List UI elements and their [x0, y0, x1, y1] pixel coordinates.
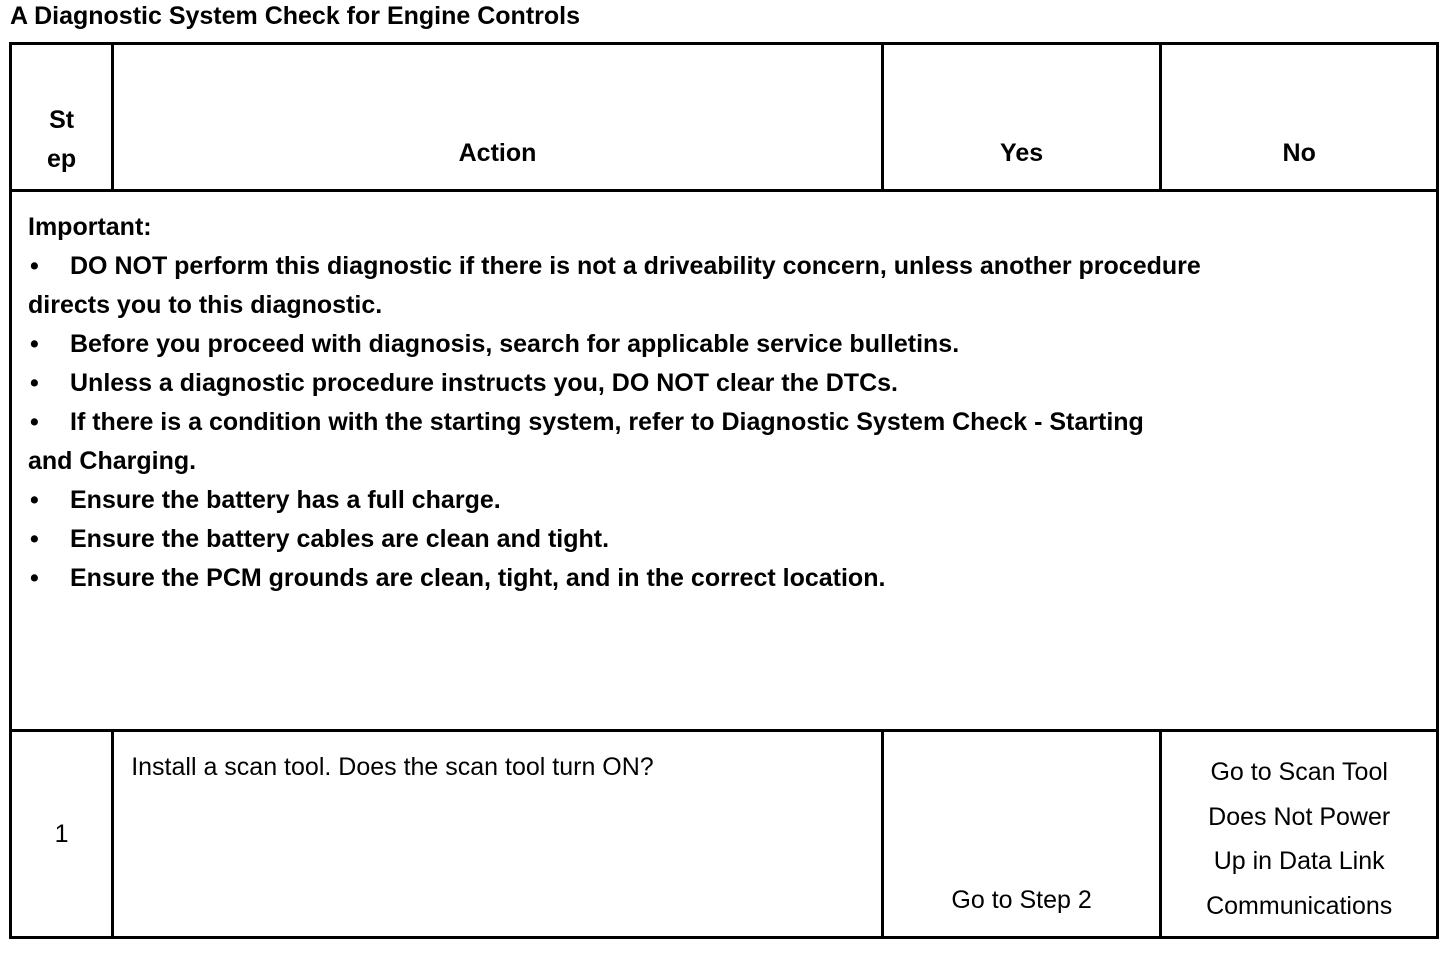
bullet-icon: • — [30, 525, 39, 553]
no-result-line: Go to Scan Tool — [1210, 758, 1388, 786]
important-item-continuation: directs you to this diagnostic. — [28, 291, 383, 319]
important-item-text: If there is a condition with the starting system, refer to Diagnostic System Check - Starting — [70, 408, 1144, 436]
important-item-text: Before you proceed with diagnosis, search for applicable service bulletins. — [70, 330, 960, 358]
step-number: 1 — [54, 820, 69, 848]
action-text: Install a scan tool. Does the scan tool turn ON? — [131, 753, 654, 781]
table-row — [11, 731, 1438, 938]
important-item — [28, 247, 1436, 325]
header-yes — [882, 44, 1161, 191]
important-heading: Important: — [28, 213, 152, 241]
bullet-icon: • — [30, 252, 39, 280]
bullet-icon: • — [30, 369, 39, 397]
diagnostic-table — [9, 42, 1439, 939]
important-item — [28, 559, 1436, 598]
no-result-line: Up in Data Link — [1213, 847, 1385, 875]
header-action-label: Action — [458, 139, 537, 167]
header-row — [11, 44, 1438, 191]
important-row — [11, 191, 1438, 731]
header-no-label: No — [1282, 139, 1316, 167]
important-item-text: Ensure the battery cables are clean and tight. — [70, 525, 610, 553]
important-notes — [11, 191, 1438, 731]
header-step — [11, 44, 113, 191]
header-no — [1161, 44, 1438, 191]
important-item — [28, 481, 1436, 520]
important-item — [28, 325, 1436, 364]
no-cell — [1161, 731, 1438, 938]
important-item — [28, 364, 1436, 403]
important-item-text: DO NOT perform this diagnostic if there is not a driveability concern, unless another procedure — [70, 252, 1201, 280]
no-result-line: Does Not Power — [1208, 802, 1391, 831]
important-item-continuation: and Charging. — [28, 447, 197, 475]
yes-result: Go to Step 2 — [951, 886, 1092, 914]
bullet-icon: • — [30, 408, 39, 436]
header-step-line2: ep — [47, 145, 77, 173]
document-title: A Diagnostic System Check for Engine Controls — [10, 2, 581, 30]
bullet-icon: • — [30, 330, 39, 358]
bullet-icon: • — [30, 564, 39, 592]
no-result-line: Communications — [1206, 891, 1393, 920]
important-item-text: Ensure the battery has a full charge. — [70, 486, 501, 514]
header-yes-label: Yes — [1000, 139, 1044, 167]
yes-cell — [882, 731, 1161, 938]
header-action — [113, 44, 883, 191]
action-cell — [113, 731, 883, 938]
important-item — [28, 403, 1436, 481]
important-item-text: Unless a diagnostic procedure instructs you, DO NOT clear the DTCs. — [70, 369, 898, 397]
important-item-text: Ensure the PCM grounds are clean, tight, and in the correct location. — [70, 564, 886, 592]
step-number-cell — [11, 731, 113, 938]
header-step-line1: St — [49, 106, 75, 134]
no-result — [1162, 750, 1436, 928]
important-item — [28, 520, 1436, 559]
bullet-icon: • — [30, 486, 39, 514]
